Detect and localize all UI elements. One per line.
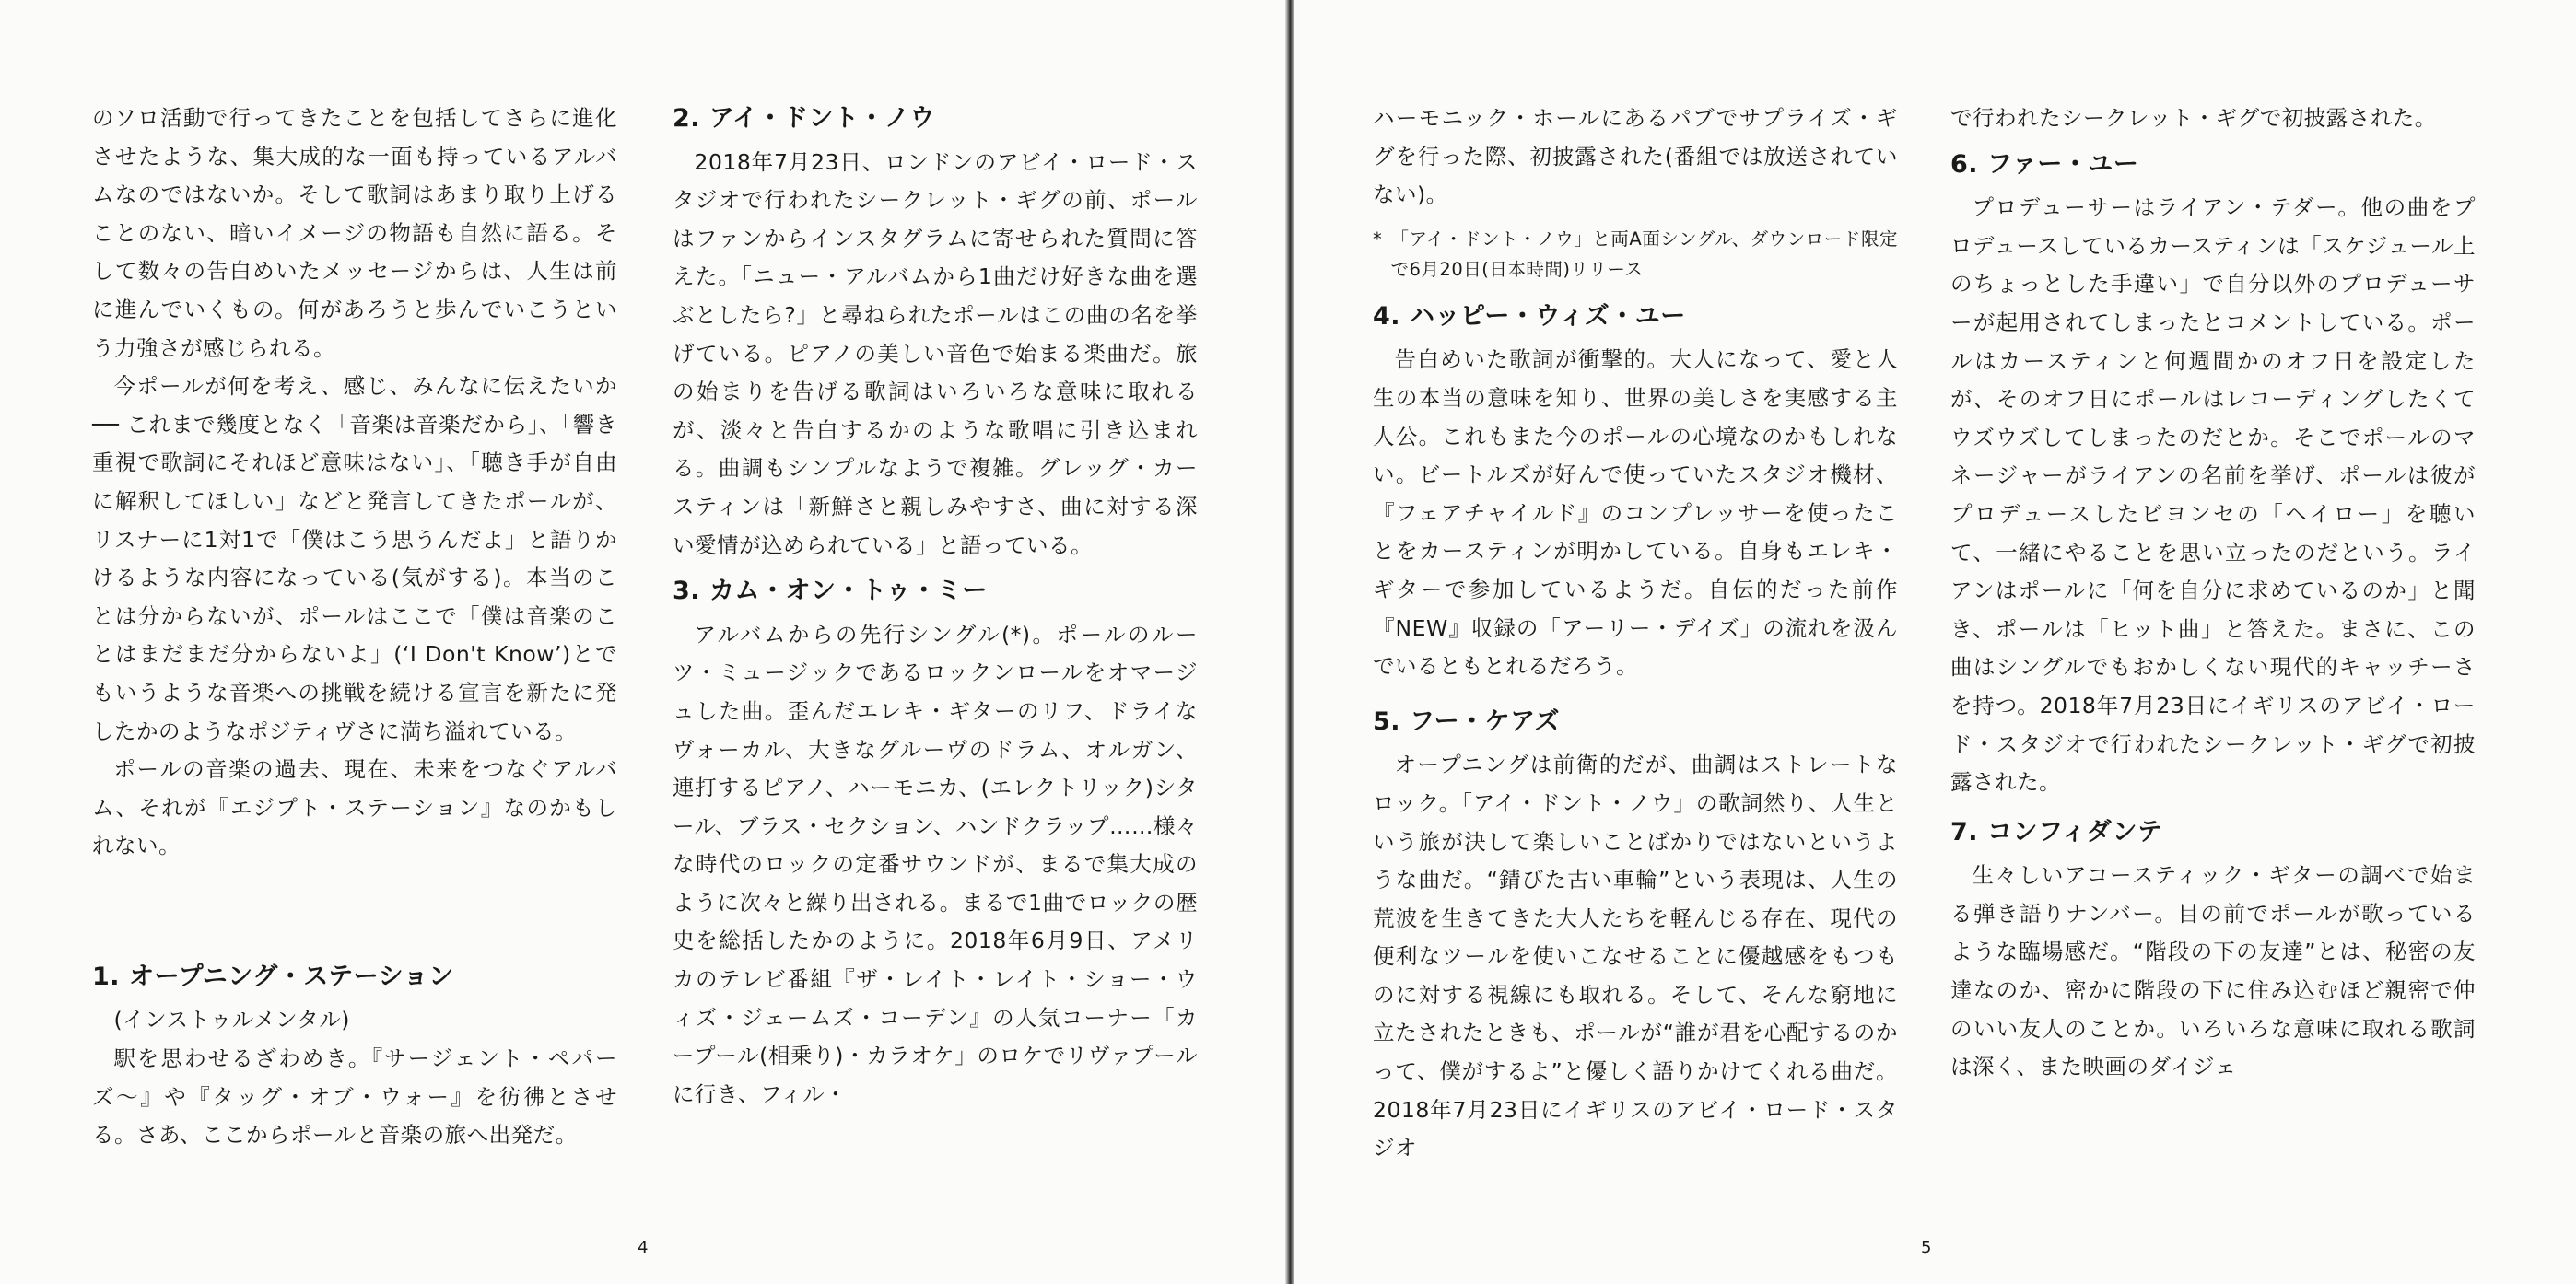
footnote [1373, 224, 1898, 285]
right-page [1294, 0, 2576, 1284]
track-heading-6: 6. ファー・ユー [1950, 149, 2139, 179]
track-heading-3: 3. カム・オン・トゥ・ミー [673, 577, 988, 606]
left-page [0, 0, 1285, 1284]
track-heading-2: 2. アイ・ドント・ノウ [673, 104, 936, 133]
paragraph: のソロ活動で行ってきたことを包括してさらに進化させたような、集大成的な一面も持っているアルバムなのではないか。そして歌詞はあまり取り上げることのない、暗いイメージの物語も自然に語る。そして数々の告白めいたメッセージからは、人生は前に進んでいくもの。何があろうと歩んでいこうという力強さが感じられる。 [92, 105, 617, 361]
track-heading-7: 7. コンフィダンテ [1950, 817, 2163, 846]
left-column-2 [673, 99, 1198, 1114]
footnote-text: 「アイ・ドント・ノウ」と両A面シングル、ダウンロード限定で6月20日(日本時間)リリース [1390, 228, 1898, 280]
book-gutter [1285, 0, 1294, 1284]
track-heading-4: 4. ハッピー・ウィズ・ユー [1373, 301, 1686, 331]
paragraph: 告白めいた歌詞が衝撃的。大人になって、愛と人生の本当の意味を知り、世界の美しさを実感する主人公。これもまた今のポールの心境なのかもしれない。ビートルズが好んで使っていたスタジオ機材、『フェアチャイルド』のコンプレッサーを使ったことをカースティンが明かしている。自身もエレキ・ギターで参加しているようだ。自伝的だった前作『NEW』収録の「アーリー・デイズ」の流れを汲んでいるともとれるだろう。 [1373, 346, 1898, 680]
track-heading-1: 1. オープニング・ステーション [92, 962, 454, 991]
paragraph: 生々しいアコースティック・ギターの調べで始まる弾き語りナンバー。目の前でポールが歌っているような臨場感だ。“階段の下の友達”とは、秘密の友達なのか、密かに階段の下に住み込むほど親密で仲のいい友人のことか。いろいろな意味に取れる歌詞は深く、また映画のダイジェ [1950, 862, 2476, 1080]
paragraph: 2018年7月23日、ロンドンのアビイ・ロード・スタジオで行われたシークレット・ギグの前、ポールはファンからインスタグラムに寄せられた質問に答えた。「ニュー・アルバムから1曲だけ好きな曲を選ぶとしたら?」と尋ねられたポールはこの曲の名を挙げている。ピアノの美しい音色で始まる楽曲だ。旅の始まりを告げる歌詞はいろいろな意味に取れるが、淡々と告白するかのような歌唱に引き込まれる。曲調もシンプルなようで複雑。グレッグ・カースティンは「新鮮さと親しみやすさ、曲に対する深い愛情が込められている」と語っている。 [673, 148, 1198, 558]
paragraph: で行われたシークレット・ギグで初披露された。 [1950, 105, 2437, 131]
left-column-1 [92, 99, 617, 1155]
track-heading-5: 5. フー・ケアズ [1373, 706, 1561, 736]
right-column-2 [1950, 99, 2476, 1087]
paragraph: オープニングは前衛的だが、曲調はストレートなロック。「アイ・ドント・ノウ」の歌詞然り、人生という旅が決して楽しいことばかりではないというような曲だ。“錆びた古い車輪”という表現は、人生の荒波を生きてきた大人たちを軽んじる存在、現代の便利なツールを使いこなせることに優越感をもつものに対する視線にも取れる。そして、そんな窮地に立たされたときも、ポールが“誰が君を心配するのかって、僕がするよ”と優しく語りかけてくれる曲だ。2018年7月23日にイギリスのアビイ・ロード・スタジオ [1373, 752, 1898, 1161]
paragraph: ハーモニック・ホールにあるパブでサプライズ・ギグを行った際、初披露された(番組では放送されていない)。 [1373, 105, 1898, 208]
track-subheading-1: (インストゥルメンタル) [113, 1007, 350, 1033]
paragraph: プロデューサーはライアン・テダー。他の曲をプロデュースしているカースティンは「スケジュール上のちょっとした手違い」で自分以外のプロデューサーが起用されてしまったとコメントしている。ポールはカースティンと何週間かのオフ日を設定したが、そのオフ日にポールはレコーディングしたくてウズウズしてしまったのだとか。そこでポールのマネージャーがライアンの名前を挙げ、ポールは彼がプロデュースしたビヨンセの「ヘイロー」を聴いて、一緒にやることを思い立ったのだという。ライアンはポールに「何を自分に求めているのか」と聞き、ポールは「ヒット曲」と答えた。まさに、この曲はシングルでもおかしくない現代的キャッチーさを持つ。2018年7月23日にイギリスのアビイ・ロード・スタジオで行われたシークレット・ギグで初披露された。 [1950, 194, 2476, 796]
paragraph: 駅を思わせるざわめき。『サージェント・ペパーズ〜』や『タッグ・オブ・ウォー』を彷彿とさせる。さあ、ここからポールと音楽の旅へ出発だ。 [92, 1045, 617, 1149]
right-column-1 [1373, 99, 1898, 1168]
paragraph: ポールの音楽の過去、現在、未来をつなぐアルバム、それが『エジプト・ステーション』なのかもしれない。 [92, 756, 617, 859]
page-number-left: 4 [638, 1238, 649, 1257]
paragraph: 今ポールが何を考え、感じ、みんなに伝えたいか ── これまで幾度となく「音楽は音楽だから」、「響き重視で歌詞にそれほど意味はない」、「聴き手が自由に解釈してほしい」などと発言してきたポールが、リスナーに1対1で「僕はこう思うんだよ」と語りかけるような内容になっている(気がする)。本当のことは分からないが、ポールはここで「僕は音楽のことはまだまだ分からないよ」(‘I Don't Know’)とでもいうような音楽への挑戦を続ける宣言を新たに発したかのようなポジティヴさに満ち溢れている。 [92, 373, 617, 744]
footnote-mark: * [1373, 228, 1383, 250]
paragraph: アルバムからの先行シングル(*)。ポールのルーツ・ミュージックであるロックンロールをオマージュした曲。歪んだエレキ・ギターのリフ、ドライなヴォーカル、大きなグルーヴのドラム、オルガン、連打するピアノ、ハーモニカ、(エレクトリック)シタール、ブラス・セクション、ハンドクラップ……様々な時代のロックの定番サウンドが、まるで集大成のように次々と繰り出される。まるで1曲でロックの歴史を総括したかのように。2018年6月9日、アメリカのテレビ番組『ザ・レイト・レイト・ショー・ウィズ・ジェームズ・コーデン』の人気コーナー「カープール(相乗り)・カラオケ」のロケでリヴァプールに行き、フィル・ [673, 621, 1198, 1107]
page-number-right: 5 [1921, 1238, 1932, 1257]
